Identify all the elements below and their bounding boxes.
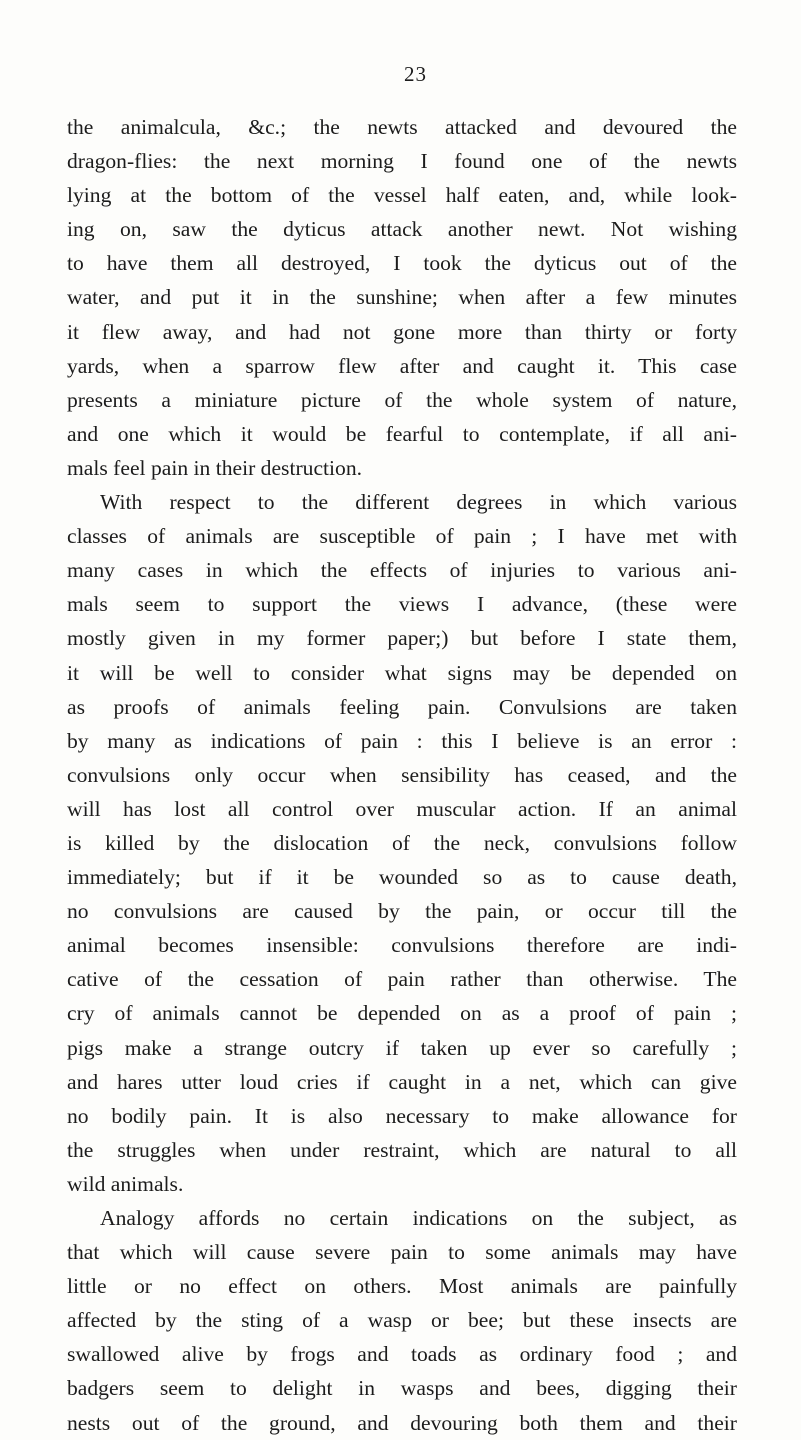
- text-line: mals feel pain in their destruction.: [67, 455, 363, 480]
- text-line: Analogy affords no certain indications on the subject, as: [100, 1206, 737, 1230]
- text-line: that which will cause severe pain to some animals may have: [67, 1240, 737, 1265]
- text-line: animal becomes insensible: convulsions therefore are indi-: [67, 933, 737, 958]
- text-line: it will be well to consider what signs may be depended on: [67, 660, 737, 685]
- text-line: is killed by the dislocation of the neck, convulsions follow: [67, 830, 737, 855]
- body-text: [67, 110, 737, 1440]
- text-line: no bodily pain. It is also necessary to make allowance for: [67, 1103, 737, 1128]
- text-line: by many as indications of pain : this I believe is an error :: [67, 728, 737, 753]
- text-line: wild animals.: [67, 1171, 184, 1196]
- text-line: and one which it would be fearful to contemplate, if all ani-: [67, 421, 737, 446]
- text-line: no convulsions are caused by the pain, or occur till the: [67, 899, 737, 924]
- text-line: and hares utter loud cries if caught in a net, which can give: [67, 1069, 737, 1094]
- text-line: the struggles when under restraint, which are natural to all: [67, 1137, 737, 1162]
- text-line: pigs make a strange outcry if taken up ever so carefully ;: [67, 1035, 737, 1060]
- text-line: With respect to the different degrees in which various: [100, 490, 737, 515]
- text-line: cative of the cessation of pain rather than otherwise. The: [67, 967, 737, 992]
- text-line: badgers seem to delight in wasps and bees, digging their: [67, 1376, 737, 1401]
- text-line: many cases in which the effects of injuries to various ani-: [67, 558, 737, 583]
- text-line: immediately; but if it be wounded so as to cause death,: [67, 865, 737, 890]
- text-line: mostly given in my former paper;) but before I state them,: [67, 626, 737, 651]
- page-number: 23: [404, 62, 427, 86]
- text-line: convulsions only occur when sensibility has ceased, and the: [67, 762, 737, 787]
- text-line: mals seem to support the views I advance, (these were: [67, 592, 737, 617]
- text-line: swallowed alive by frogs and toads as ordinary food ; and: [67, 1342, 737, 1367]
- text-line: lying at the bottom of the vessel half eaten, and, while look-: [67, 183, 737, 208]
- text-line: the animalcula, &c.; the newts attacked and devoured the: [67, 115, 737, 139]
- text-line: as proofs of animals feeling pain. Convulsions are taken: [67, 694, 737, 719]
- text-line: water, and put it in the sunshine; when after a few minutes: [67, 285, 737, 310]
- text-line: cry of animals cannot be depended on as a proof of pain ;: [67, 1001, 737, 1026]
- text-line: yards, when a sparrow flew after and caught it. This case: [67, 353, 737, 378]
- text-line: affected by the sting of a wasp or bee; but these insects are: [67, 1308, 737, 1333]
- text-line: presents a miniature picture of the whole system of nature,: [67, 387, 737, 412]
- text-line: classes of animals are susceptible of pain ; I have met with: [67, 524, 737, 549]
- text-line: nests out of the ground, and devouring both them and their: [67, 1410, 737, 1435]
- text-line: will has lost all control over muscular action. If an animal: [67, 796, 737, 821]
- text-line: ing on, saw the dyticus attack another newt. Not wishing: [67, 217, 737, 242]
- text-line: to have them all destroyed, I took the dyticus out of the: [67, 251, 737, 276]
- text-line: dragon-flies: the next morning I found one of the newts: [67, 149, 737, 174]
- text-line: it flew away, and had not gone more than thirty or forty: [67, 319, 737, 344]
- text-line: little or no effect on others. Most animals are painfully: [67, 1274, 737, 1299]
